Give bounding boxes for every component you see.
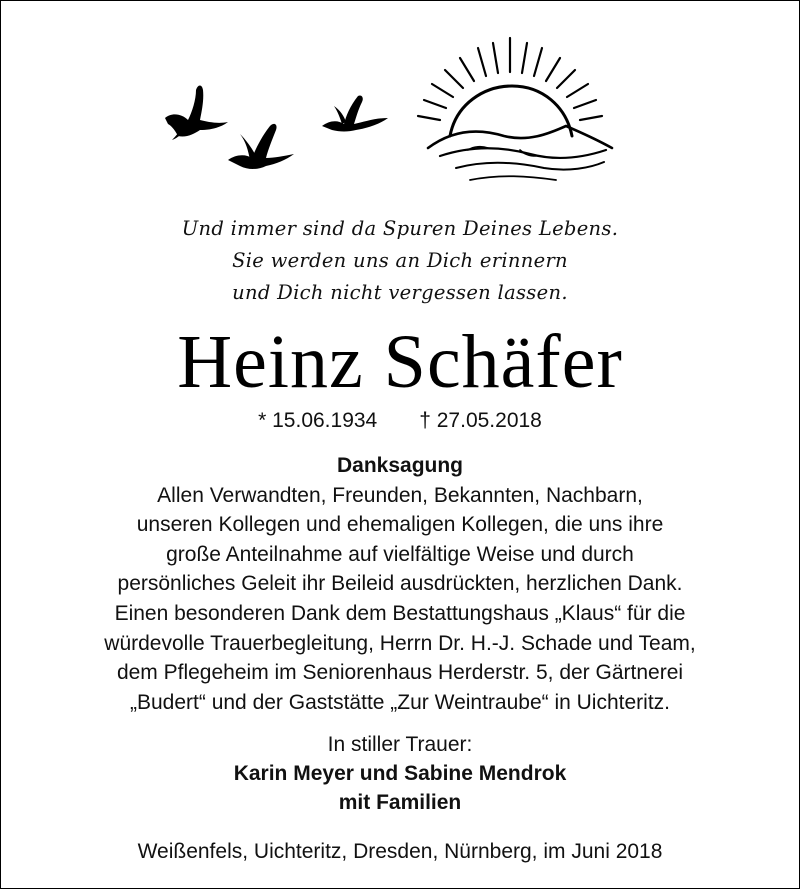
thanks-line: große Anteilnahme auf vielfältige Weise und durch xyxy=(166,542,634,566)
life-dates xyxy=(0,407,800,435)
thanks-line: persönliches Geleit ihr Beileid ausdrückten, herzlichen Dank. xyxy=(117,572,683,596)
death-date: † 27.05.2018 xyxy=(419,409,542,432)
thanks-title: Danksagung xyxy=(336,454,464,477)
poem-line: Sie werden uns an Dich erinnern xyxy=(232,249,568,272)
birth-date: * 15.06.1934 xyxy=(258,409,378,432)
mourners-section xyxy=(0,730,800,817)
thanks-line: dem Pflegeheim im Seniorenhaus Herderstr. 5, der Gärtnerei xyxy=(116,661,684,685)
header-illustration xyxy=(0,0,800,200)
thanks-line: Allen Verwandten, Freunden, Bekannten, Nachbarn, xyxy=(157,483,643,507)
memorial-poem xyxy=(0,213,800,309)
bird-icon xyxy=(165,86,228,141)
bird-icon xyxy=(228,124,294,169)
deceased-name: Heinz Schäfer xyxy=(177,320,623,404)
thanks-section xyxy=(0,451,800,717)
sunrise-icon xyxy=(418,38,612,180)
poem-line: Und immer sind da Spuren Deines Lebens. xyxy=(181,217,619,240)
mourners-intro: In stiller Trauer: xyxy=(327,733,473,756)
place-and-date: Weißenfels, Uichteritz, Dresden, Nürnberg, im Juni 2018 xyxy=(137,840,663,863)
thanks-line: „Budert“ und der Gaststätte „Zur Weintraube“ in Uichteritz. xyxy=(130,690,670,714)
bird-icon xyxy=(322,95,388,131)
mourners-names: Karin Meyer und Sabine Mendrok xyxy=(233,762,567,785)
mourners-families: mit Familien xyxy=(338,791,462,814)
poem-line: und Dich nicht vergessen lassen. xyxy=(232,281,568,304)
thanks-line: unseren Kollegen und ehemaligen Kollegen, die uns ihre xyxy=(136,513,664,537)
thanks-line: würdevolle Trauerbegleitung, Herrn Dr. H.-J. Schade und Team, xyxy=(104,631,696,655)
thanks-line: Einen besonderen Dank dem Bestattungshaus „Klaus“ für die xyxy=(114,601,686,625)
